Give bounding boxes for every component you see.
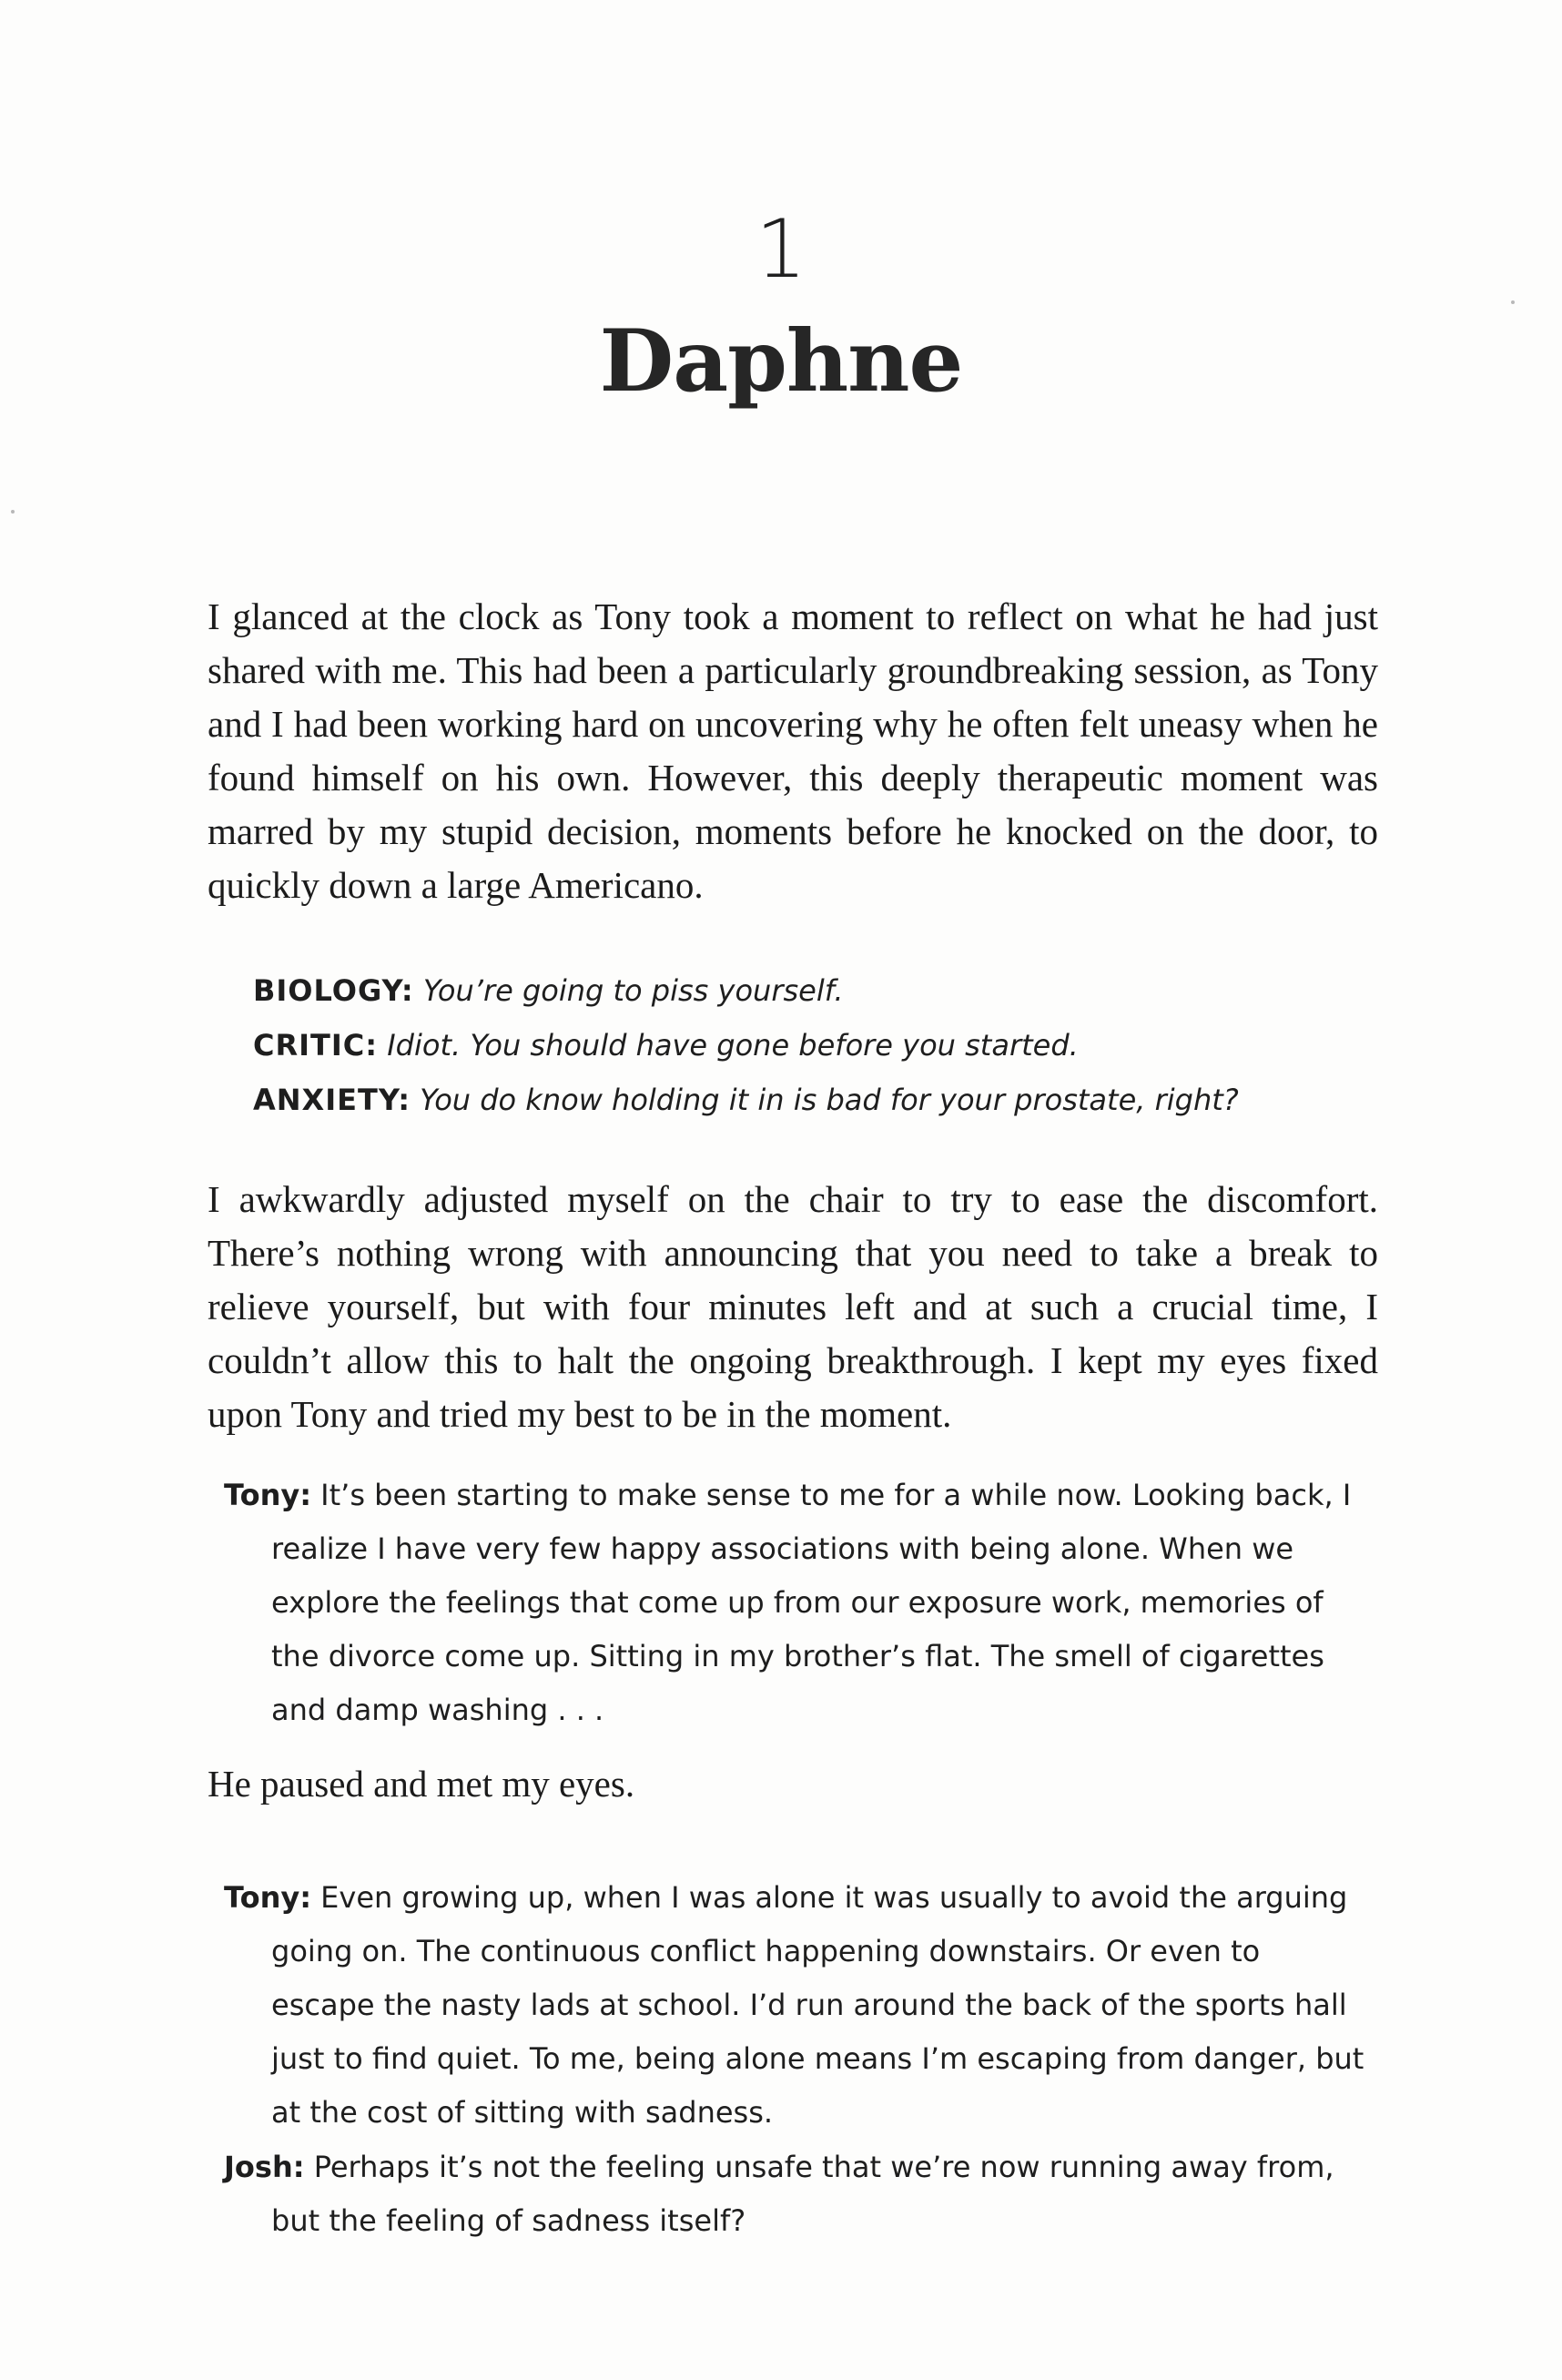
dialogue-block-3 xyxy=(224,2141,1371,2248)
dialogue-block-1 xyxy=(224,1469,1371,1737)
inner-voices-block xyxy=(253,963,1400,1127)
chapter-number: 1 xyxy=(756,202,806,296)
dialogue-line xyxy=(224,1469,1371,1737)
voice-text: Idiot. You should have gone before you started. xyxy=(387,1028,1079,1063)
paragraph-opening: I glanced at the clock as Tony took a moment to reflect on what he had just shared with me. This had been a particularly groundbreaking session, as Tony and I had been working hard on uncovering why he often felt uneasy when he found himself on his own. However, this deeply therapeutic moment was marred by my stupid decision, moments before he knocked on the door, to quickly down a large Americano. xyxy=(208,595,1378,906)
dialogue-speaker: Tony: xyxy=(224,1880,311,1915)
dialogue-speaker: Josh: xyxy=(224,2150,305,2184)
voice-speaker: BIOLOGY: xyxy=(253,973,414,1008)
dialogue-line xyxy=(224,1871,1371,2140)
voice-speaker: ANXIETY: xyxy=(253,1083,411,1117)
inner-voice-critic xyxy=(253,1018,1400,1073)
paragraph-paused: He paused and met my eyes. xyxy=(208,1763,635,1805)
dialogue-line xyxy=(224,2141,1371,2248)
inner-voice-biology xyxy=(253,963,1400,1018)
dialogue-text: Perhaps it’s not the feeling unsafe that we’re now running away from, but the feeling of sadness itself? xyxy=(271,2150,1334,2238)
scan-speck xyxy=(11,510,15,514)
scan-speck xyxy=(1511,300,1515,304)
dialogue-text: It’s been starting to make sense to me for a while now. Looking back, I realize I have very few happy associations with being alone. When we explore the feelings that come up from our exposure work, memories of the divorce come up. Sitting in my brother’s flat. The smell of cigarettes and damp washing . . . xyxy=(271,1478,1352,1727)
inner-voice-anxiety xyxy=(253,1073,1400,1127)
paragraph-discomfort: I awkwardly adjusted myself on the chair to try to ease the discomfort. There’s nothing wrong with announcing that you need to take a break to relieve yourself, but with four minutes left and at such a crucial time, I couldn’t allow this to halt the ongoing breakthrough. I kept my eyes fixed upon Tony and tried my best to be in the moment. xyxy=(208,1178,1378,1435)
chapter-title: Daphne xyxy=(599,311,963,412)
voice-text: You do know holding it in is bad for your prostate, right? xyxy=(420,1083,1239,1117)
dialogue-text: Even growing up, when I was alone it was usually to avoid the arguing going on. The continuous conflict happening downstairs. Or even to escape the nasty lads at school. I’d run around the back of the sports hall just to find quiet. To me, being alone means I’m escaping from danger, but at the cost of sitting with sadness. xyxy=(271,1880,1364,2130)
dialogue-speaker: Tony: xyxy=(224,1478,311,1512)
voice-speaker: CRITIC: xyxy=(253,1028,379,1063)
voice-text: You’re going to piss yourself. xyxy=(422,973,844,1008)
dialogue-block-2 xyxy=(224,1871,1371,2140)
